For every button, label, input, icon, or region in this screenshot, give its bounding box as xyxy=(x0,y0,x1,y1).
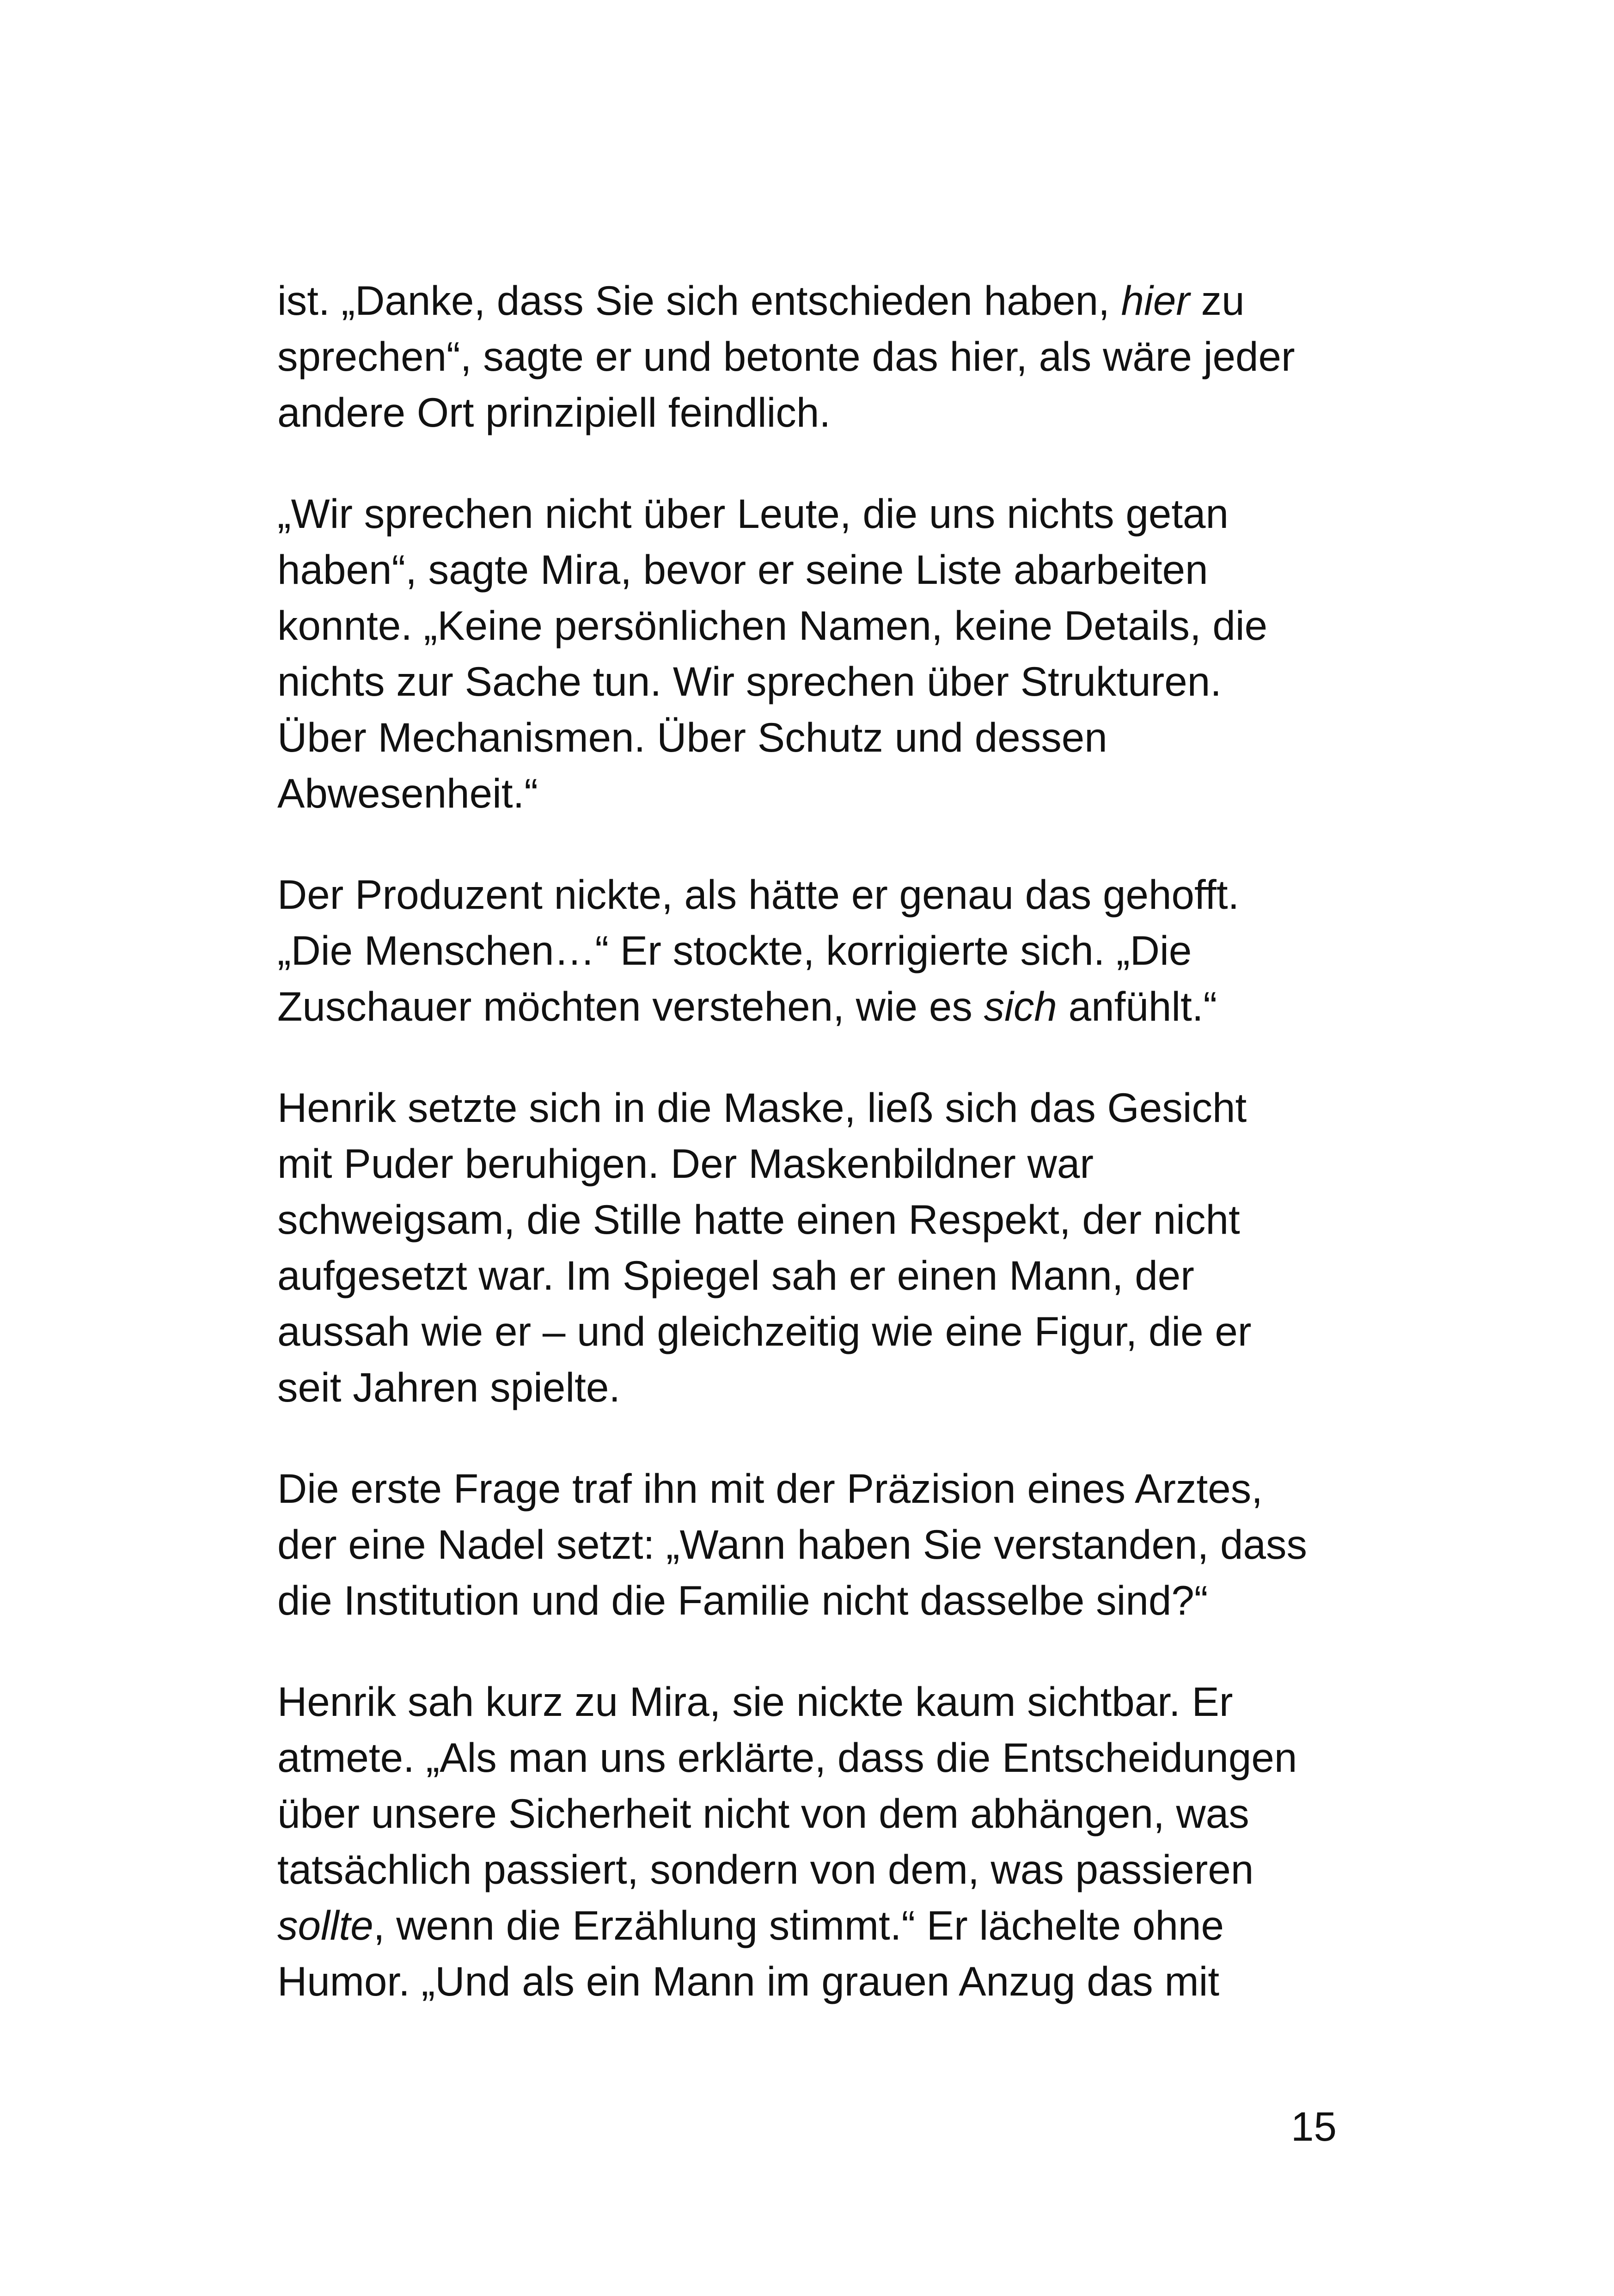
text-line xyxy=(277,1080,1350,1136)
text-line xyxy=(277,385,1350,441)
paragraph xyxy=(277,273,1350,441)
text-line xyxy=(277,486,1350,542)
text-line xyxy=(277,710,1350,765)
text-segment: sprechen“, sagte er und betonte das hier, als wäre jeder xyxy=(277,333,1295,380)
text-line xyxy=(277,1842,1350,1898)
page-number: 15 xyxy=(1291,2103,1337,2149)
text-segment: zu xyxy=(1189,277,1245,324)
text-segment: Der Produzent nickte, als hätte er genau das gehofft. xyxy=(277,871,1240,918)
text-line xyxy=(277,329,1350,385)
text-line xyxy=(277,654,1350,710)
text-line xyxy=(277,1461,1350,1517)
text-line xyxy=(277,1674,1350,1730)
text-segment: konnte. „Keine persönlichen Namen, keine Details, die xyxy=(277,602,1268,649)
text-segment: „Die Menschen…“ Er stockte, korrigierte sich. „Die xyxy=(277,927,1192,974)
text-segment: über unsere Sicherheit nicht von dem abhängen, was xyxy=(277,1790,1249,1837)
emphasized-text: sollte xyxy=(277,1902,373,1948)
text-segment: haben“, sagte Mira, bevor er seine Liste abarbeiten xyxy=(277,546,1208,593)
paragraph xyxy=(277,1674,1350,2009)
text-segment: Über Mechanismen. Über Schutz und dessen xyxy=(277,714,1107,760)
text-segment: nichts zur Sache tun. Wir sprechen über Strukturen. xyxy=(277,658,1222,704)
text-segment: Zuschauer möchten verstehen, wie es xyxy=(277,983,984,1029)
text-line xyxy=(277,923,1350,979)
text-segment: Humor. „Und als ein Mann im grauen Anzug das mit xyxy=(277,1958,1220,2004)
text-line xyxy=(277,1573,1350,1629)
text-segment: andere Ort prinzipiell feindlich. xyxy=(277,389,831,435)
text-segment: mit Puder beruhigen. Der Maskenbildner war xyxy=(277,1140,1094,1187)
text-segment: „Wir sprechen nicht über Leute, die uns nichts getan xyxy=(277,490,1229,537)
text-line xyxy=(277,598,1350,654)
text-line xyxy=(277,765,1350,821)
text-segment: , wenn die Erzählung stimmt.“ Er lächelte ohne xyxy=(373,1902,1224,1948)
text-line xyxy=(277,1192,1350,1248)
text-line xyxy=(277,1786,1350,1842)
text-line xyxy=(277,1304,1350,1359)
text-segment: Henrik setzte sich in die Maske, ließ sich das Gesicht xyxy=(277,1084,1247,1131)
text-segment: der eine Nadel setzt: „Wann haben Sie verstanden, dass xyxy=(277,1521,1307,1567)
text-segment: aussah wie er – und gleichzeitig wie eine Figur, die er xyxy=(277,1308,1252,1354)
paragraph xyxy=(277,1080,1350,1415)
text-line xyxy=(277,1517,1350,1573)
text-line xyxy=(277,273,1350,329)
text-line xyxy=(277,542,1350,598)
emphasized-text: hier xyxy=(1121,277,1190,324)
text-segment: aufgesetzt war. Im Spiegel sah er einen Mann, der xyxy=(277,1252,1194,1298)
text-line xyxy=(277,979,1350,1035)
text-segment: Abwesenheit.“ xyxy=(277,770,538,816)
text-line xyxy=(277,1953,1350,2009)
emphasized-text: sich xyxy=(984,983,1057,1029)
text-line xyxy=(277,1136,1350,1192)
text-segment: seit Jahren spielte. xyxy=(277,1364,621,1410)
text-segment: schweigsam, die Stille hatte einen Respekt, der nicht xyxy=(277,1196,1240,1243)
text-segment: anfühlt.“ xyxy=(1057,983,1217,1029)
paragraph xyxy=(277,1461,1350,1629)
body-text xyxy=(277,273,1350,2009)
text-line xyxy=(277,867,1350,923)
text-line xyxy=(277,1359,1350,1415)
text-line xyxy=(277,1730,1350,1786)
text-segment: die Institution und die Familie nicht dasselbe sind?“ xyxy=(277,1577,1208,1623)
text-segment: Die erste Frage traf ihn mit der Präzision eines Arztes, xyxy=(277,1465,1263,1512)
text-line xyxy=(277,1898,1350,1953)
text-segment: ist. „Danke, dass Sie sich entschieden haben, xyxy=(277,277,1121,324)
text-segment: Henrik sah kurz zu Mira, sie nickte kaum sichtbar. Er xyxy=(277,1678,1233,1725)
paragraph xyxy=(277,867,1350,1035)
text-segment: atmete. „Als man uns erklärte, dass die Entscheidungen xyxy=(277,1734,1297,1781)
text-segment: tatsächlich passiert, sondern von dem, was passieren xyxy=(277,1846,1254,1892)
text-line xyxy=(277,1248,1350,1304)
paragraph xyxy=(277,486,1350,821)
